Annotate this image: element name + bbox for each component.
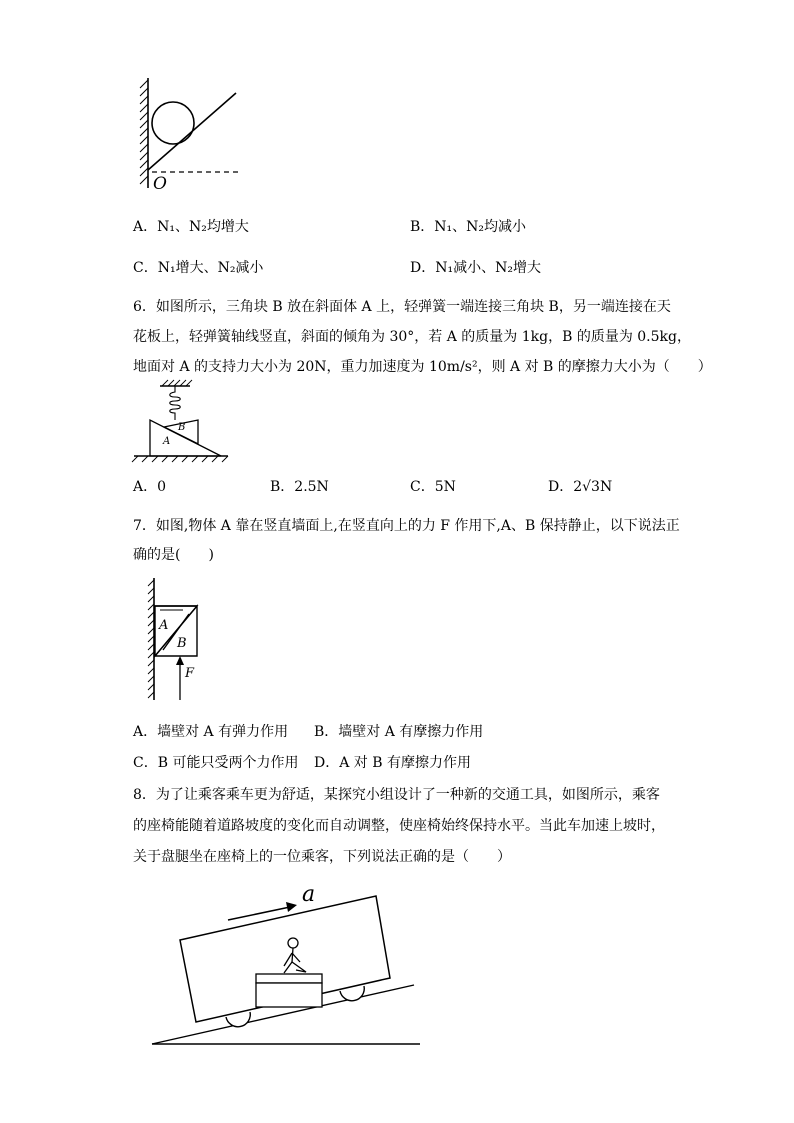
q6-stem-line-3: 地面对 A 的支持力大小为 20N，重力加速度为 10m/s²，则 A 对 B 的摩擦力大小为（ ）: [133, 359, 712, 375]
q6-option-b: B．2.5N: [270, 479, 329, 495]
q6-label-b: B: [178, 422, 186, 433]
q5-option-a: A．N₁、N₂均增大: [133, 219, 249, 235]
q6-stem-line-1: 6．如图所示，三角块 B 放在斜面体 A 上，轻弹簧一端连接三角块 B，另一端连接在天: [133, 299, 671, 315]
q8-acceleration-arrowhead: [286, 902, 297, 912]
q7-stem-line-1: 7．如图,物体 A 靠在竖直墙面上,在竖直向上的力 F 作用下,A、B 保持静止，以下说法正: [133, 518, 680, 534]
q7-option-c: C．B 可能只受两个力作用: [133, 755, 299, 771]
q7-label-b: B: [177, 636, 187, 651]
q6-option-d: D．2√3N: [548, 479, 613, 495]
q6-option-a: A．0: [133, 479, 167, 495]
q6-stem-line-2: 花板上，轻弹簧轴线竖直，斜面的倾角为 30°，若 A 的质量为 1kg，B 的质量为 0.5kg，: [133, 329, 691, 345]
q5-option-d: D．N₁减小、N₂增大: [410, 260, 541, 276]
q7-stem-line-2: 确的是( ): [133, 547, 214, 563]
q5-option-c: C．N₁增大、N₂减小: [133, 260, 264, 276]
q5-label-o: O: [153, 174, 167, 194]
q8-label-a: a: [302, 882, 316, 907]
q6-label-a: A: [163, 436, 171, 447]
q7-option-b: B．墙壁对 A 有摩擦力作用: [314, 724, 484, 740]
q8-stem-line-2: 的座椅能随着道路坡度的变化而自动调整，使座椅始终保持水平。当此车加速上坡时，: [133, 818, 665, 834]
q7-option-a: A．墙壁对 A 有弹力作用: [133, 724, 289, 740]
q8-seat-top: [256, 974, 322, 983]
q7-label-a: A: [159, 618, 169, 633]
q7-option-d: D．A 对 B 有摩擦力作用: [314, 755, 471, 771]
q6-option-c: C．5N: [410, 479, 456, 495]
q7-label-f: F: [185, 666, 195, 681]
q8-stem-line-1: 8．为了让乘客乘车更为舒适，某探究小组设计了一种新的交通工具，如图所示，乘客: [133, 787, 660, 803]
q8-stem-line-3: 关于盘腿坐在座椅上的一位乘客，下列说法正确的是（ ）: [133, 849, 511, 865]
q8-seat-base: [256, 983, 322, 1007]
q5-option-b: B．N₁、N₂均减小: [410, 219, 527, 235]
